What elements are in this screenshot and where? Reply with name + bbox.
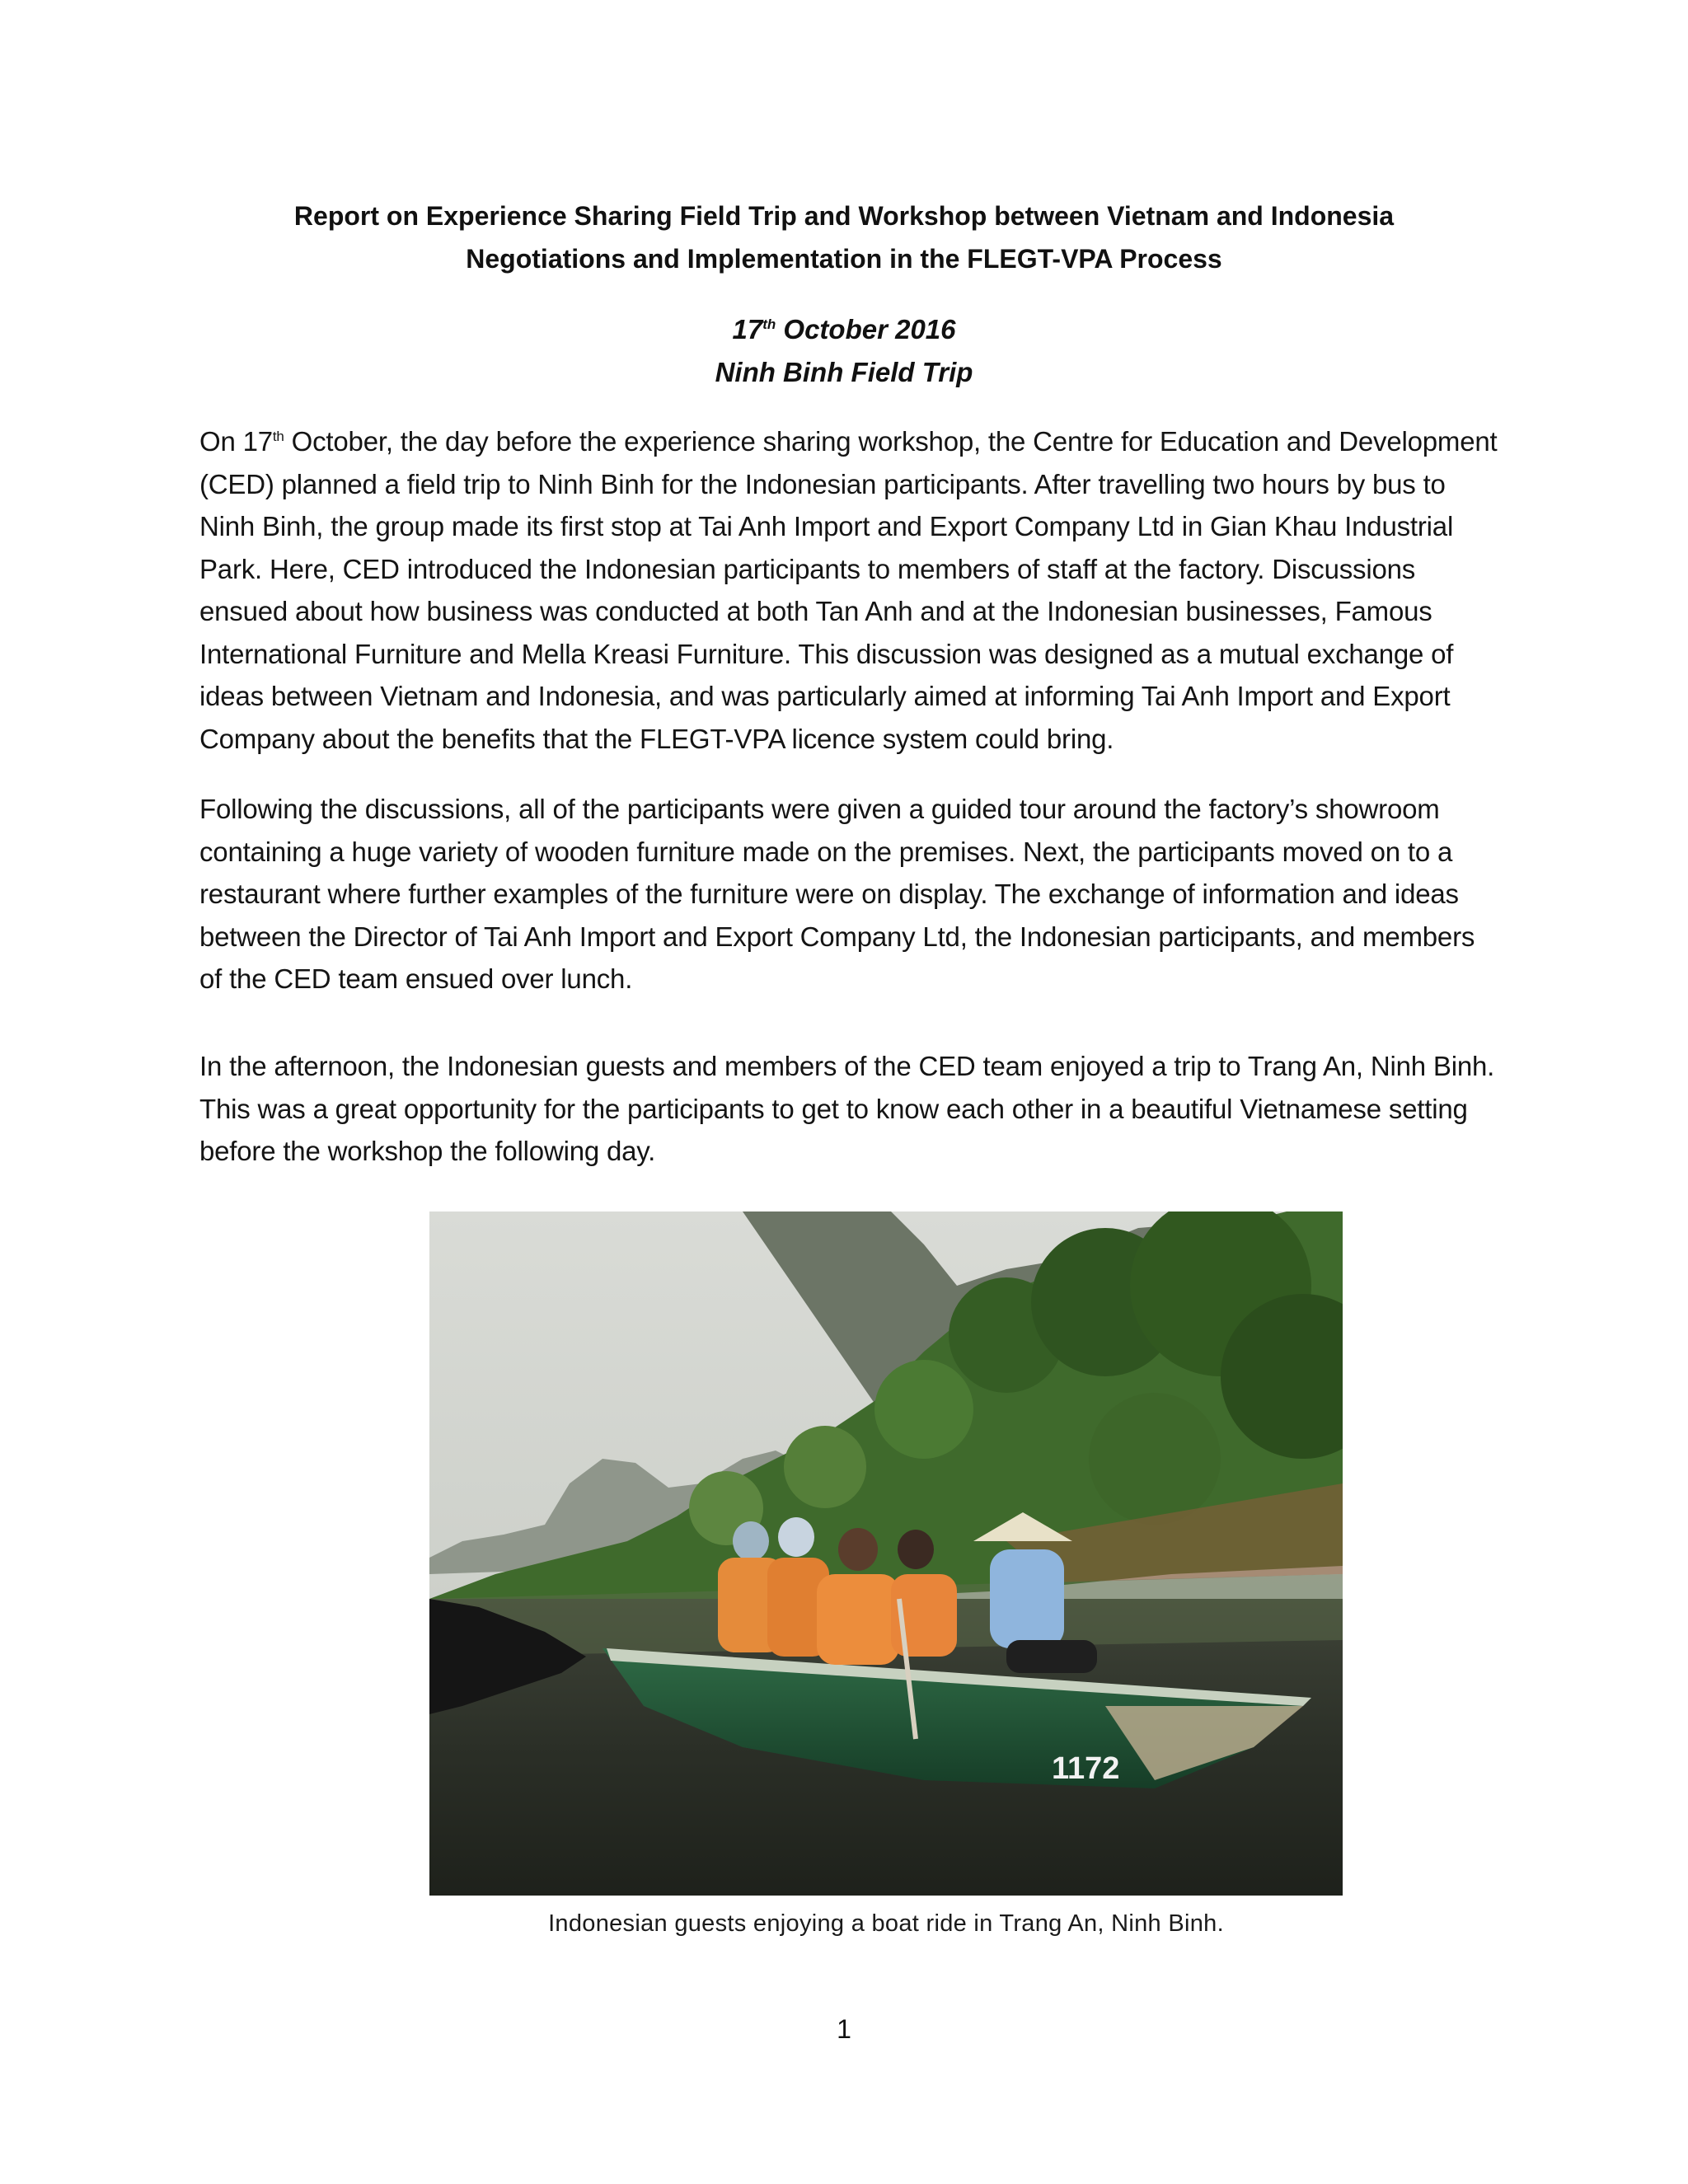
page-number: 1: [837, 2014, 851, 2044]
report-title-line-2: Negotiations and Implementation in the FLEGT-VPA Process: [466, 244, 1222, 274]
paragraph-2: Following the discussions, all of the participants were given a guided tour around the factory’s showroom containing a huge variety of wooden furniture made on the premises. Next, the participants moved on to a restaurant where further examples of the furniture were on display. The exchange of information and ideas between the Director of Tai Anh Import and Export Company Ltd, the Indonesian participants, and members of the CED team ensued over lunch.: [199, 794, 1475, 994]
date-rest: October 2016: [776, 314, 956, 344]
boat-number: 1172: [1052, 1751, 1120, 1786]
paragraph-1-sup: th: [272, 429, 284, 444]
paragraph-1: [199, 420, 1500, 760]
paragraph-1-rest: October, the day before the experience sharing workshop, the Centre for Education and Development (CED) planned a field trip to Ninh Binh for the Indonesian participants. After travelling two hours by bus to Ninh Binh, the group made its first stop at Tai Anh Import and Export Company Ltd in Gian Khau Industrial Park. Here, CED introduced the Indonesian participants to members of staff at the factory. Discussions ensued about how business was conducted at both Tan Anh and at the Indonesian businesses, Famous International Furniture and Mella Kreasi Furniture. This discussion was designed as a mutual exchange of ideas between Vietnam and Indonesia, and was particularly aimed at informing Tai Anh Import and Export Company about the benefits that the FLEGT-VPA licence system could bring.: [199, 426, 1498, 754]
photo-caption: Indonesian guests enjoying a boat ride in Trang An, Ninh Binh.: [548, 1910, 1224, 1937]
boat-ride-photo: [429, 1212, 1343, 1896]
report-subtitle: Ninh Binh Field Trip: [715, 357, 973, 387]
report-title-line-1: Report on Experience Sharing Field Trip and Workshop between Vietnam and Indonesia: [293, 201, 1395, 231]
report-date: [0, 308, 1688, 351]
paragraph-1-start: On 17: [199, 426, 273, 457]
paragraph-3: In the afternoon, the Indonesian guests and members of the CED team enjoyed a trip to Trang An, Ninh Binh. This was a great opportunity for the participants to get to know each other in a beautiful Vietnamese setting before the workshop the following day.: [199, 1051, 1495, 1166]
date-day: 17: [732, 314, 763, 344]
date-suffix: th: [762, 316, 776, 332]
